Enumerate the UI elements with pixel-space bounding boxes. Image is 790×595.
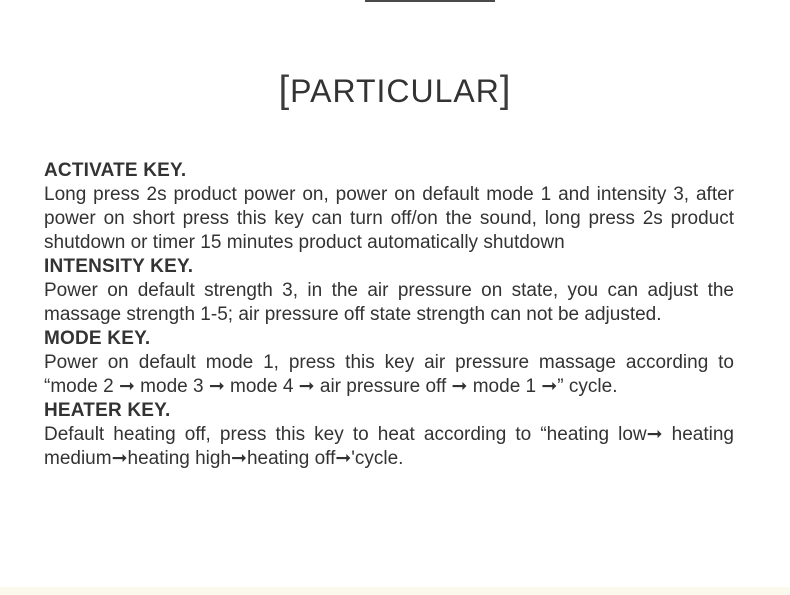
title-close-bracket: ] — [499, 69, 512, 111]
mode-key-heading: MODE KEY. — [44, 328, 151, 349]
section-intensity-key — [44, 255, 734, 327]
section-activate-key — [44, 159, 734, 255]
key-descriptions — [44, 159, 734, 471]
heater-key-heading: HEATER KEY. — [44, 400, 171, 421]
heater-key-description: Default heating off, press this key to heat according to “heating low➞ heating medium➞heating high➞heating off➞'cycle. — [44, 424, 734, 469]
top-divider — [365, 0, 495, 2]
page-title — [0, 68, 790, 113]
mode-key-description: Power on default mode 1, press this key air pressure massage according to “mode 2 ➞ mode 3 ➞ mode 4 ➞ air pressure off ➞ mode 1 ➞” cycle. — [44, 352, 734, 397]
section-mode-key — [44, 327, 734, 399]
title-text: PARTICULAR — [290, 73, 500, 109]
section-heater-key — [44, 399, 734, 471]
bottom-band — [0, 587, 790, 595]
intensity-key-heading: INTENSITY KEY. — [44, 256, 194, 277]
activate-key-description: Long press 2s product power on, power on default mode 1 and intensity 3, after power on short press this key can turn off/on the sound, long press 2s product shutdown or timer 15 minutes product automatically shutdown — [44, 184, 734, 253]
title-open-bracket: [ — [278, 69, 291, 111]
activate-key-heading: ACTIVATE KEY. — [44, 160, 187, 181]
intensity-key-description: Power on default strength 3, in the air pressure on state, you can adjust the massage strength 1-5; air pressure off state strength can not be adjusted. — [44, 280, 734, 325]
